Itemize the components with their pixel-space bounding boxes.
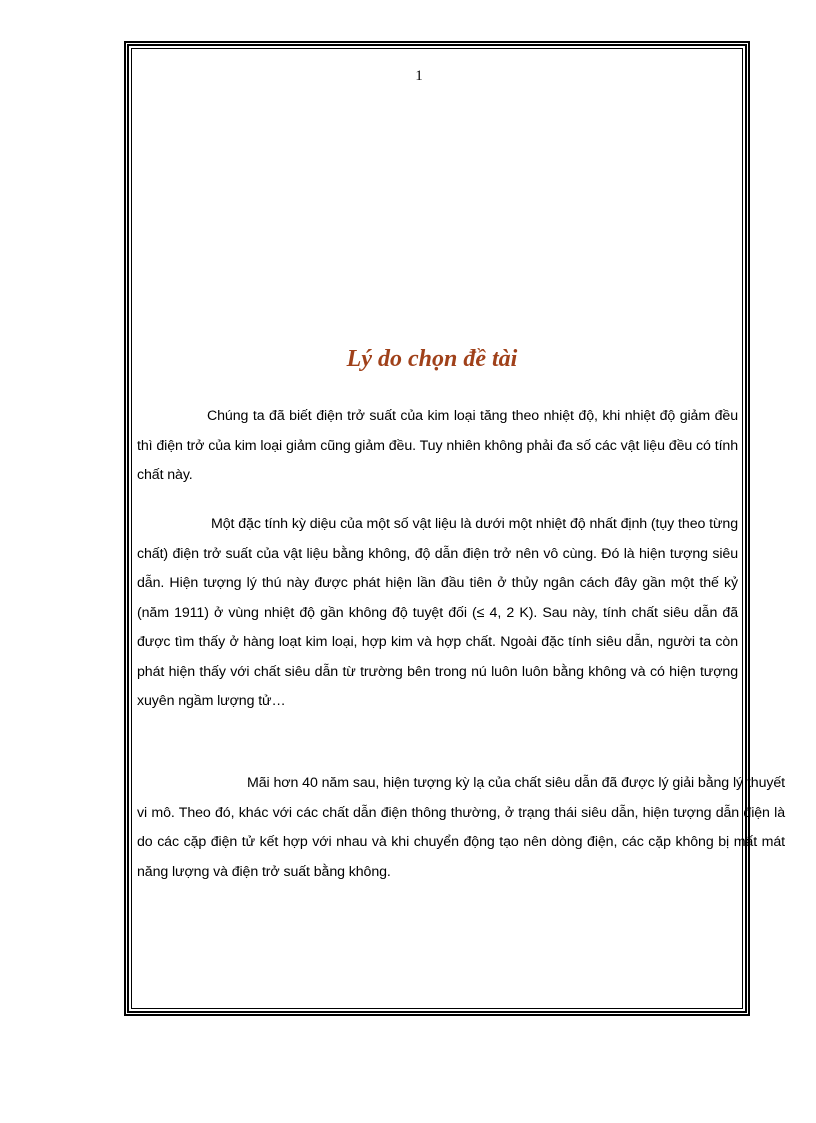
paragraph-1: Chúng ta đã biết điện trở suất của kim loại tăng theo nhiệt độ, khi nhiệt độ giảm đều thì điện trở của kim loại giảm cũng giảm đều. Tuy nhiên không phải đa số các vật liệu đều có tính chất này. [137, 408, 738, 483]
document-title: Lý do chọn đề tài [346, 346, 518, 372]
paragraph-3: Mãi hơn 40 năm sau, hiện tượng kỳ lạ của chất siêu dẫn đã được lý giải bằng lý thuyết vi mô. Theo đó, khác với các chất dẫn điện thông thường, ở trạng thái siêu dẫn, hiện tượng dẫn điện là do các cặp điện tử kết hợp với nhau và khi chuyển động tạo nên dòng điện, các cặp không bị mất mát năng lượng và điện trở suất bằng không. [137, 775, 785, 880]
page-number: 1 [415, 68, 423, 84]
paragraph-2: Một đặc tính kỳ diệu của một số vật liệu là dưới một nhiệt độ nhất định (tụy theo từng chất) điện trở suất của vật liệu bằng không, độ dẫn điện trở nên vô cùng. Đó là hiện tượng siêu dẫn. Hiện tượng lý thú này được phát hiện lần đầu tiên ở thủy ngân cách đây gần một thế kỷ (năm 1911) ở vùng nhiệt độ gần không độ tuyệt đối (≤ 4, 2 K). Sau này, tính chất siêu dẫn đã được tìm thấy ở hàng loạt kim loại, hợp kim và hợp chất. Ngoài đặc tính siêu dẫn, người ta còn phát hiện thấy với chất siêu dẫn từ trường bên trong nú luôn luôn bằng không và có hiện tượng xuyên ngầm lượng tử… [137, 516, 738, 709]
